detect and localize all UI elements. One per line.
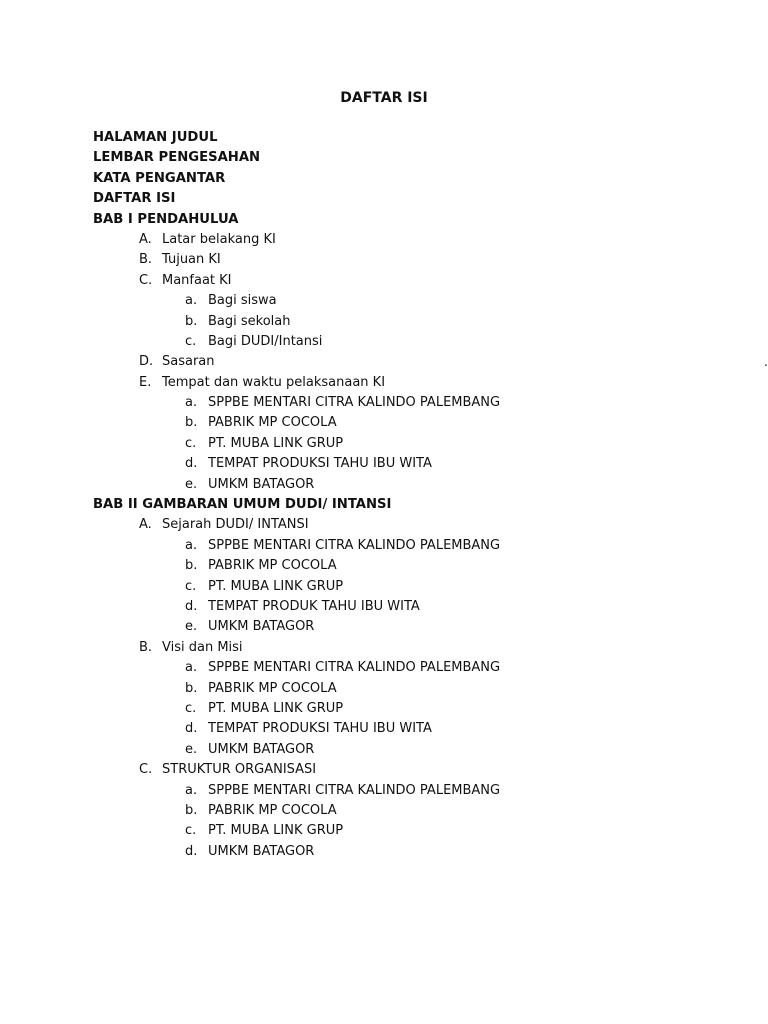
toc-item-marker: B. [139,639,153,655]
table-of-contents [93,128,500,862]
toc-item-text: Bagi DUDI/Intansi [208,333,323,349]
toc-item-text: LEMBAR PENGESAHAN [93,150,261,166]
toc-item [93,617,500,637]
toc-item [93,332,500,352]
toc-heading [93,189,500,209]
toc-item [93,842,500,862]
toc-item-text: PT. MUBA LINK GRUP [208,435,344,451]
toc-item-text: DAFTAR ISI [93,191,176,207]
toc-item-text: Visi dan Misi [162,639,243,655]
toc-item [93,393,500,413]
toc-item [93,801,500,821]
toc-item-text: Manfaat KI [162,272,232,288]
toc-item-marker: C. [139,272,153,288]
toc-item [93,638,500,658]
toc-item [93,312,500,332]
page-title: DAFTAR ISI [340,90,428,106]
toc-item-marker: a. [185,293,198,309]
toc-item-marker: b. [185,802,198,818]
toc-item-marker: c. [185,435,197,451]
toc-heading [93,148,500,168]
toc-item-text: SPPBE MENTARI CITRA KALINDO PALEMBANG [208,782,501,798]
toc-item-marker: A. [139,231,152,247]
toc-item-text: PABRIK MP COCOLA [208,415,337,431]
toc-item-text: Tujuan KI [162,252,221,268]
toc-item-marker: c. [185,333,197,349]
toc-item [93,597,500,617]
toc-item-text: TEMPAT PRODUKSI TAHU IBU WITA [208,456,432,472]
toc-item-marker: a. [185,537,198,553]
toc-item-text: PT. MUBA LINK GRUP [208,823,344,839]
toc-item [93,475,500,495]
toc-item [93,658,500,678]
toc-item-marker: e. [185,741,198,757]
toc-item-marker: A. [139,517,152,533]
toc-item [93,230,500,250]
toc-item-marker: d. [185,598,198,614]
toc-item-marker: b. [185,680,198,696]
toc-item-marker: d. [185,456,198,472]
toc-item-text: SPPBE MENTARI CITRA KALINDO PALEMBANG [208,660,501,676]
toc-item-marker: c. [185,700,197,716]
toc-heading [93,495,500,515]
toc-item-marker: b. [185,558,198,574]
toc-item [93,271,500,291]
toc-item-text: Sejarah DUDI/ INTANSI [162,517,309,533]
toc-item-marker: B. [139,252,153,268]
toc-item-text: KATA PENGANTAR [93,170,226,186]
toc-heading [93,169,500,189]
toc-item [93,373,500,393]
toc-item-text: BAB I PENDAHULUA [93,211,239,227]
toc-item-text: PABRIK MP COCOLA [208,802,337,818]
toc-item-text: Sasaran [162,354,215,370]
toc-item-text: PABRIK MP COCOLA [208,680,337,696]
toc-item-marker: e. [185,619,198,635]
toc-item [93,577,500,597]
toc-item-text: PT. MUBA LINK GRUP [208,578,344,594]
toc-item-text: TEMPAT PRODUK TAHU IBU WITA [208,598,420,614]
toc-item-text: Tempat dan waktu pelaksanaan KI [162,374,386,390]
toc-item-text: Latar belakang KI [162,231,276,247]
toc-item [93,699,500,719]
toc-item-marker: d. [185,721,198,737]
toc-item [93,679,500,699]
toc-item [93,250,500,270]
toc-item [93,413,500,433]
toc-item-text: TEMPAT PRODUKSI TAHU IBU WITA [208,721,432,737]
toc-item-text: HALAMAN JUDUL [93,130,218,145]
toc-heading [93,210,500,230]
toc-item-marker: a. [185,782,198,798]
toc-item-text: Bagi sekolah [208,313,291,329]
toc-item [93,291,500,311]
toc-item-text: UMKM BATAGOR [208,843,315,859]
toc-item-marker: E. [139,374,152,390]
toc-item [93,352,500,372]
toc-item [93,556,500,576]
toc-item-marker: a. [185,395,198,411]
toc-item-marker: a. [185,660,198,676]
toc-item-text: Bagi siswa [208,293,277,309]
toc-item-text: BAB II GAMBARAN UMUM DUDI/ INTANSI [93,497,392,513]
toc-item-marker: b. [185,415,198,431]
toc-item-marker: c. [185,823,197,839]
toc-item-text: PABRIK MP COCOLA [208,558,337,574]
toc-item-text: PT. MUBA LINK GRUP [208,700,344,716]
toc-item [93,434,500,454]
toc-item [93,781,500,801]
toc-item-marker: b. [185,313,198,329]
toc-item [93,536,500,556]
toc-item-marker: d. [185,843,198,859]
toc-item [93,515,500,535]
toc-item-text: UMKM BATAGOR [208,619,315,635]
toc-item [93,454,500,474]
toc-item [93,740,500,760]
toc-item-text: UMKM BATAGOR [208,741,315,757]
toc-item-text: STRUKTUR ORGANISASI [162,762,317,778]
toc-item-marker: D. [139,354,154,370]
toc-item-text: UMKM BATAGOR [208,476,315,492]
toc-item [93,760,500,780]
toc-item [93,821,500,841]
toc-heading [93,128,500,148]
toc-item-marker: e. [185,476,198,492]
toc-item-text: SPPBE MENTARI CITRA KALINDO PALEMBANG [208,537,501,553]
toc-item-text: SPPBE MENTARI CITRA KALINDO PALEMBANG [208,395,501,411]
toc-item-marker: C. [139,762,153,778]
stray-mark: . [764,355,768,369]
toc-item [93,719,500,739]
toc-item-marker: c. [185,578,197,594]
